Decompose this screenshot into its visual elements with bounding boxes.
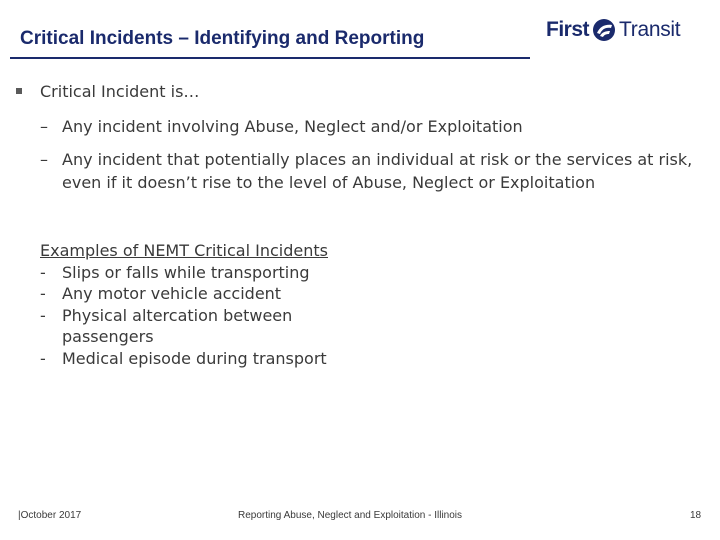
main-bullet-text: Critical Incident is… [40,82,200,101]
examples-heading: Examples of NEMT Critical Incidents [40,241,328,260]
example-item-text: Slips or falls while transporting [62,262,310,282]
sub-bullet-text: Any incident involving Abuse, Neglect and/or Exploitation [62,117,523,136]
main-bullet [16,82,199,101]
footer-title: Reporting Abuse, Neglect and Exploitation - Illinois [238,510,463,521]
square-bullet-icon [16,88,22,94]
title-divider [10,57,530,59]
dash-bullet-icon: - [40,262,46,282]
example-item [40,262,330,284]
dash-bullet-icon: - [40,284,46,303]
example-item [40,305,330,348]
sub-bullet [40,115,523,138]
logo-transit-text: Transit [619,18,681,41]
sub-bullet-text: Any incident that potentially places an individual at risk or the services at risk, even if it doesn’t rise to the level of Abuse, Neglect or Exploitation [62,150,693,192]
slide-title: Critical Incidents – Identifying and Reporting [20,28,425,49]
example-item-text: Medical episode during transport [62,348,327,368]
first-transit-logo [546,16,686,44]
dash-bullet-icon: - [40,305,46,325]
examples-block [40,240,330,369]
dash-bullet-icon: – [40,117,48,136]
example-item [40,348,330,370]
dash-bullet-icon: – [40,150,48,169]
footer-date: |October 2017 [18,510,82,521]
dash-bullet-icon: - [40,348,46,368]
sub-bullet [40,148,700,194]
logo-first-text: First [546,18,590,41]
first-group-swirl-icon [592,18,616,42]
page-number: 18 [690,510,702,521]
example-item-text: Any motor vehicle accident [62,284,282,303]
example-item [40,283,330,305]
example-item-text: Physical altercation between passengers [62,305,293,346]
